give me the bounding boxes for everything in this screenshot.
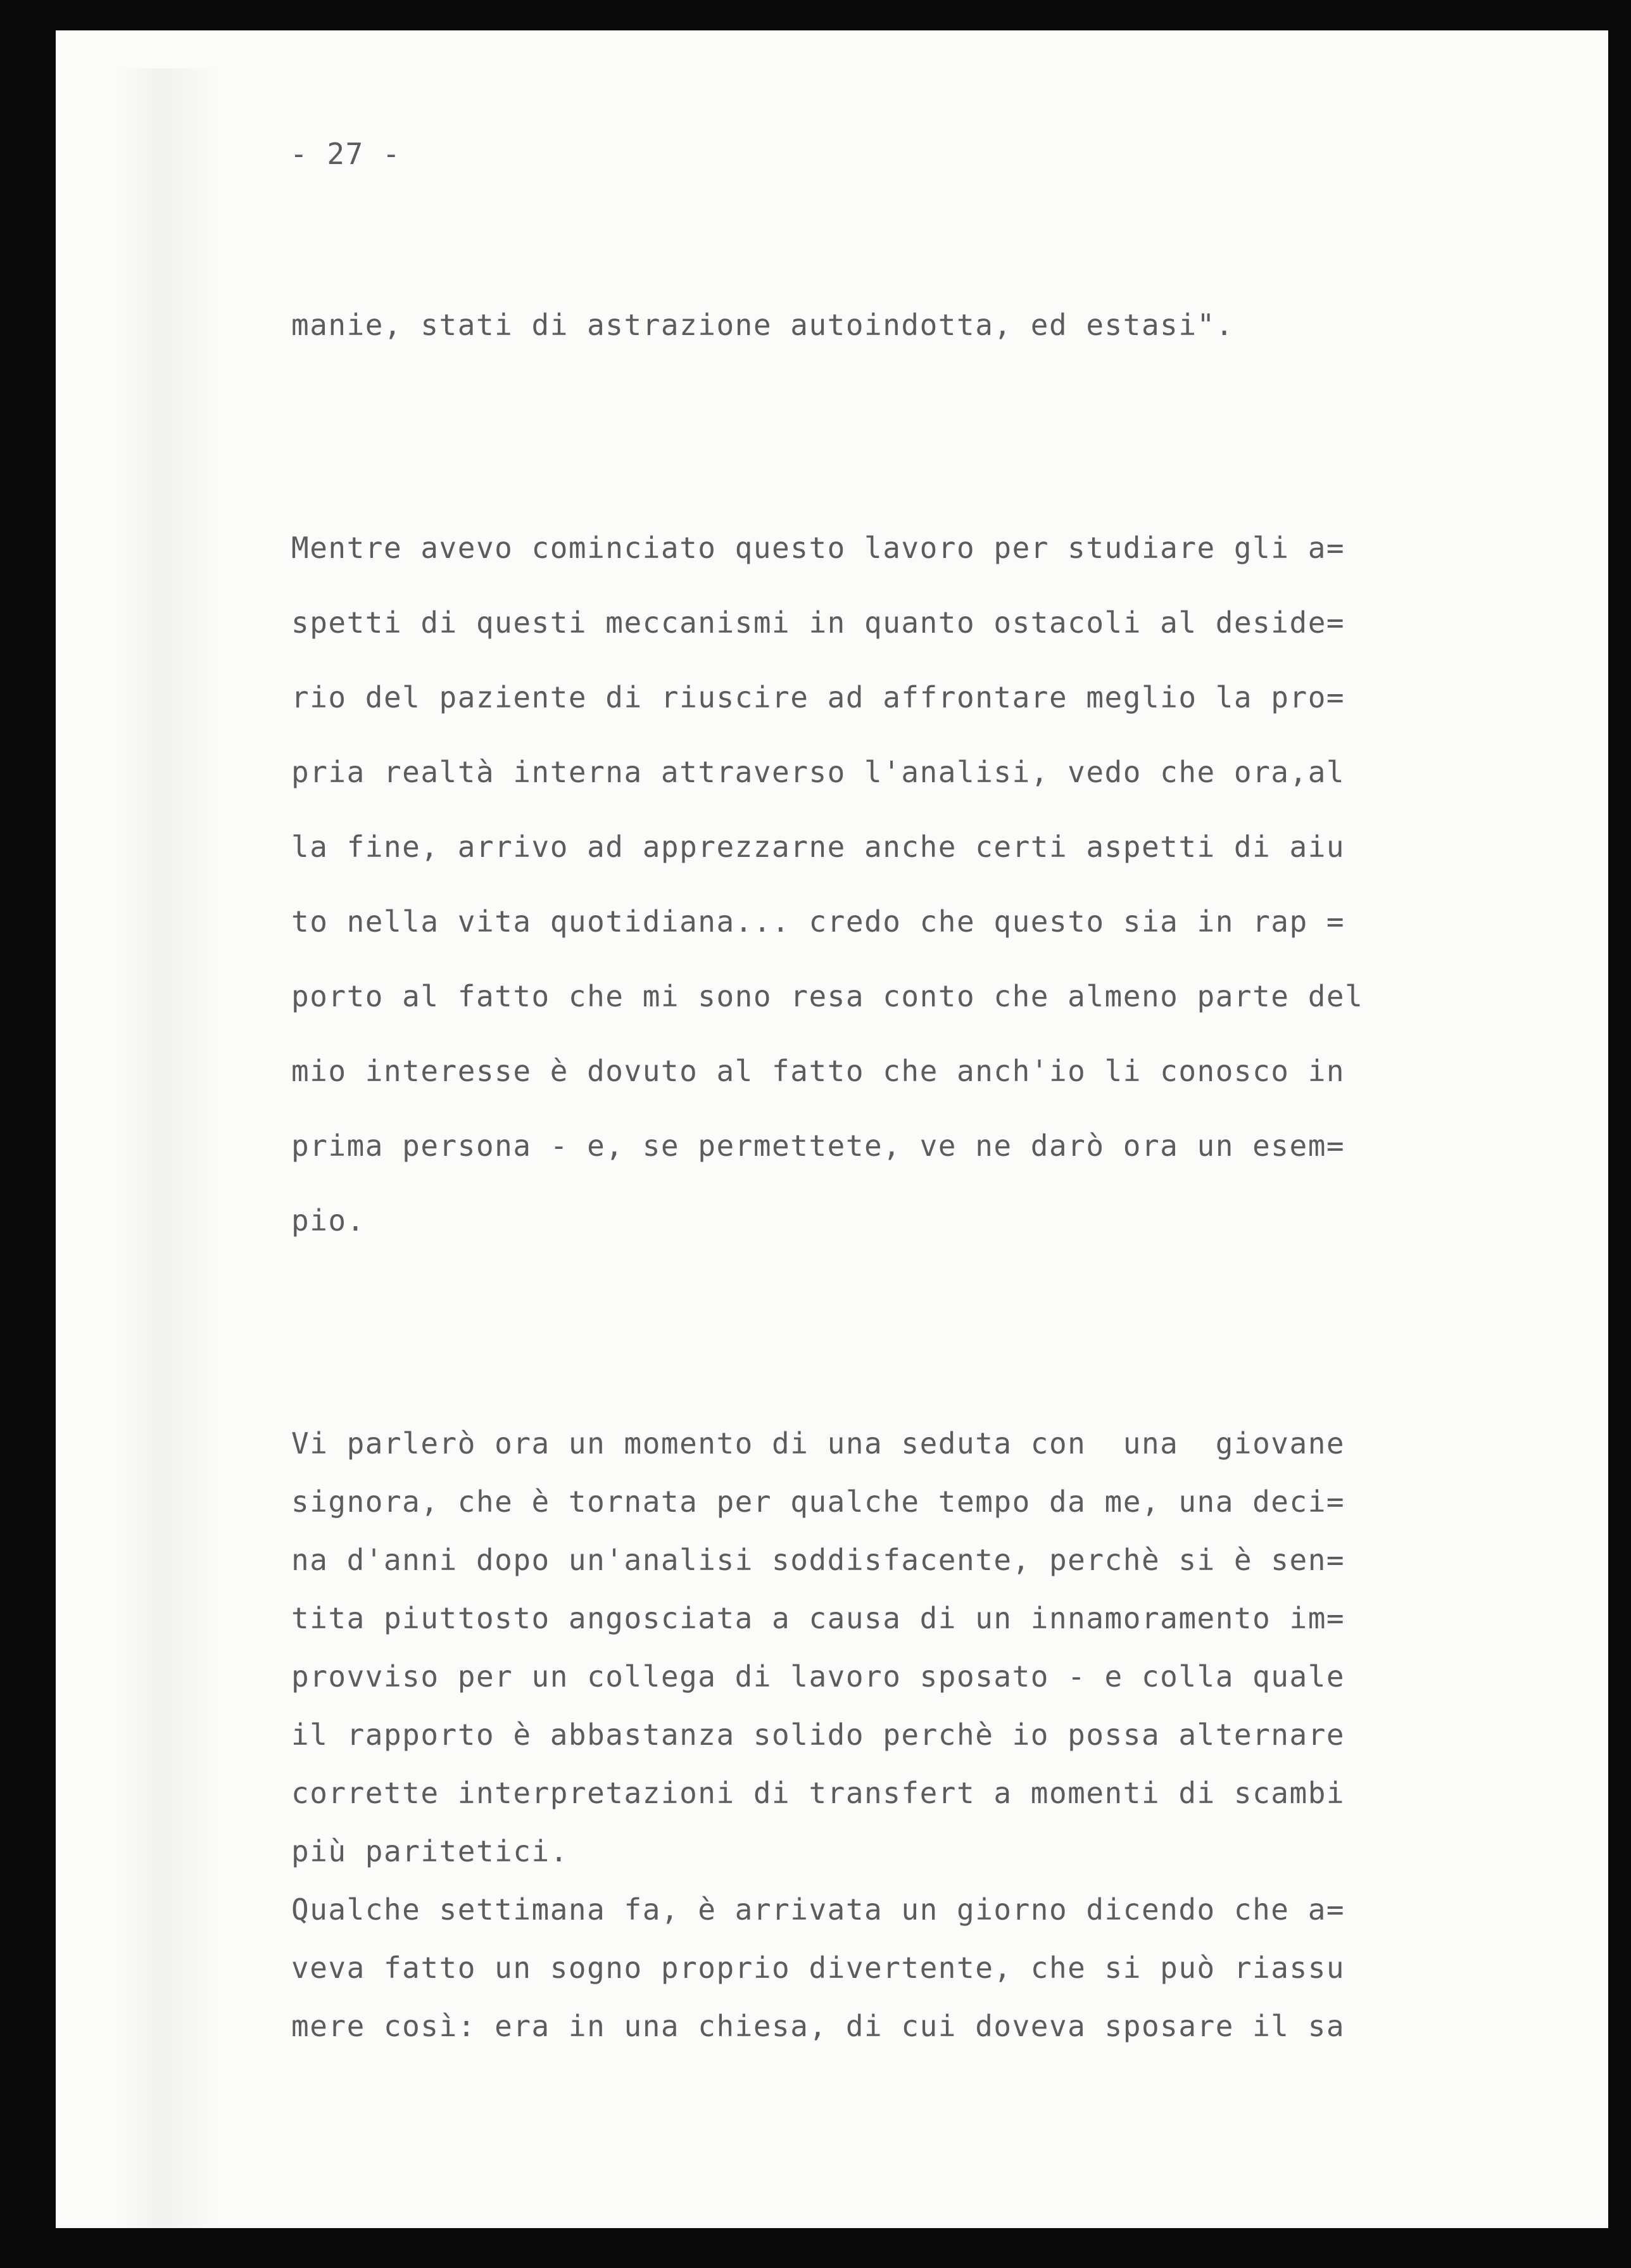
- show-through-margin: [116, 68, 218, 2228]
- text-line: mio interesse è dovuto al fatto che anch'io li conosco in: [291, 1054, 1345, 1088]
- text-line: prima persona - e, se permettete, ve ne darò ora un esem=: [291, 1129, 1345, 1163]
- text-line: più paritetici.: [291, 1834, 569, 1868]
- text-line: rio del paziente di riuscire ad affrontare meglio la pro=: [291, 680, 1345, 714]
- text-line: signora, che è tornata per qualche tempo da me, una deci=: [291, 1485, 1345, 1519]
- text-line: porto al fatto che mi sono resa conto che almeno parte del: [291, 979, 1364, 1013]
- text-line: provviso per un collega di lavoro sposato - e colla quale: [291, 1659, 1345, 1694]
- text-line: Qualche settimana fa, è arrivata un giorno dicendo che a=: [291, 1892, 1345, 1927]
- text-line: manie, stati di astrazione autoindotta, ed estasi".: [291, 308, 1234, 342]
- text-line: mere così: era in una chiesa, di cui doveva sposare il sa: [291, 2009, 1345, 2043]
- text-line: la fine, arrivo ad apprezzarne anche certi aspetti di aiu: [291, 830, 1345, 864]
- text-line: Vi parlerò ora un momento di una seduta con una giovane: [291, 1426, 1345, 1460]
- text-line: corrette interpretazioni di transfert a momenti di scambi: [291, 1776, 1345, 1810]
- text-line: Mentre avevo cominciato questo lavoro per studiare gli a=: [291, 531, 1345, 565]
- text-line: spetti di questi meccanismi in quanto ostacoli al deside=: [291, 605, 1345, 640]
- text-line: tita piuttosto angosciata a causa di un innamoramento im=: [291, 1601, 1345, 1635]
- text-line: pria realtà interna attraverso l'analisi, vedo che ora,al: [291, 755, 1345, 789]
- text-line: na d'anni dopo un'analisi soddisfacente, perchè si è sen=: [291, 1543, 1345, 1577]
- page-number: - 27 -: [290, 137, 401, 171]
- text-line: il rapporto è abbastanza solido perchè io possa alternare: [291, 1718, 1345, 1752]
- text-line: veva fatto un sogno proprio divertente, che si può riassu: [291, 1951, 1345, 1985]
- text-line: to nella vita quotidiana... credo che questo sia in rap =: [291, 904, 1345, 939]
- text-line: pio.: [291, 1203, 365, 1238]
